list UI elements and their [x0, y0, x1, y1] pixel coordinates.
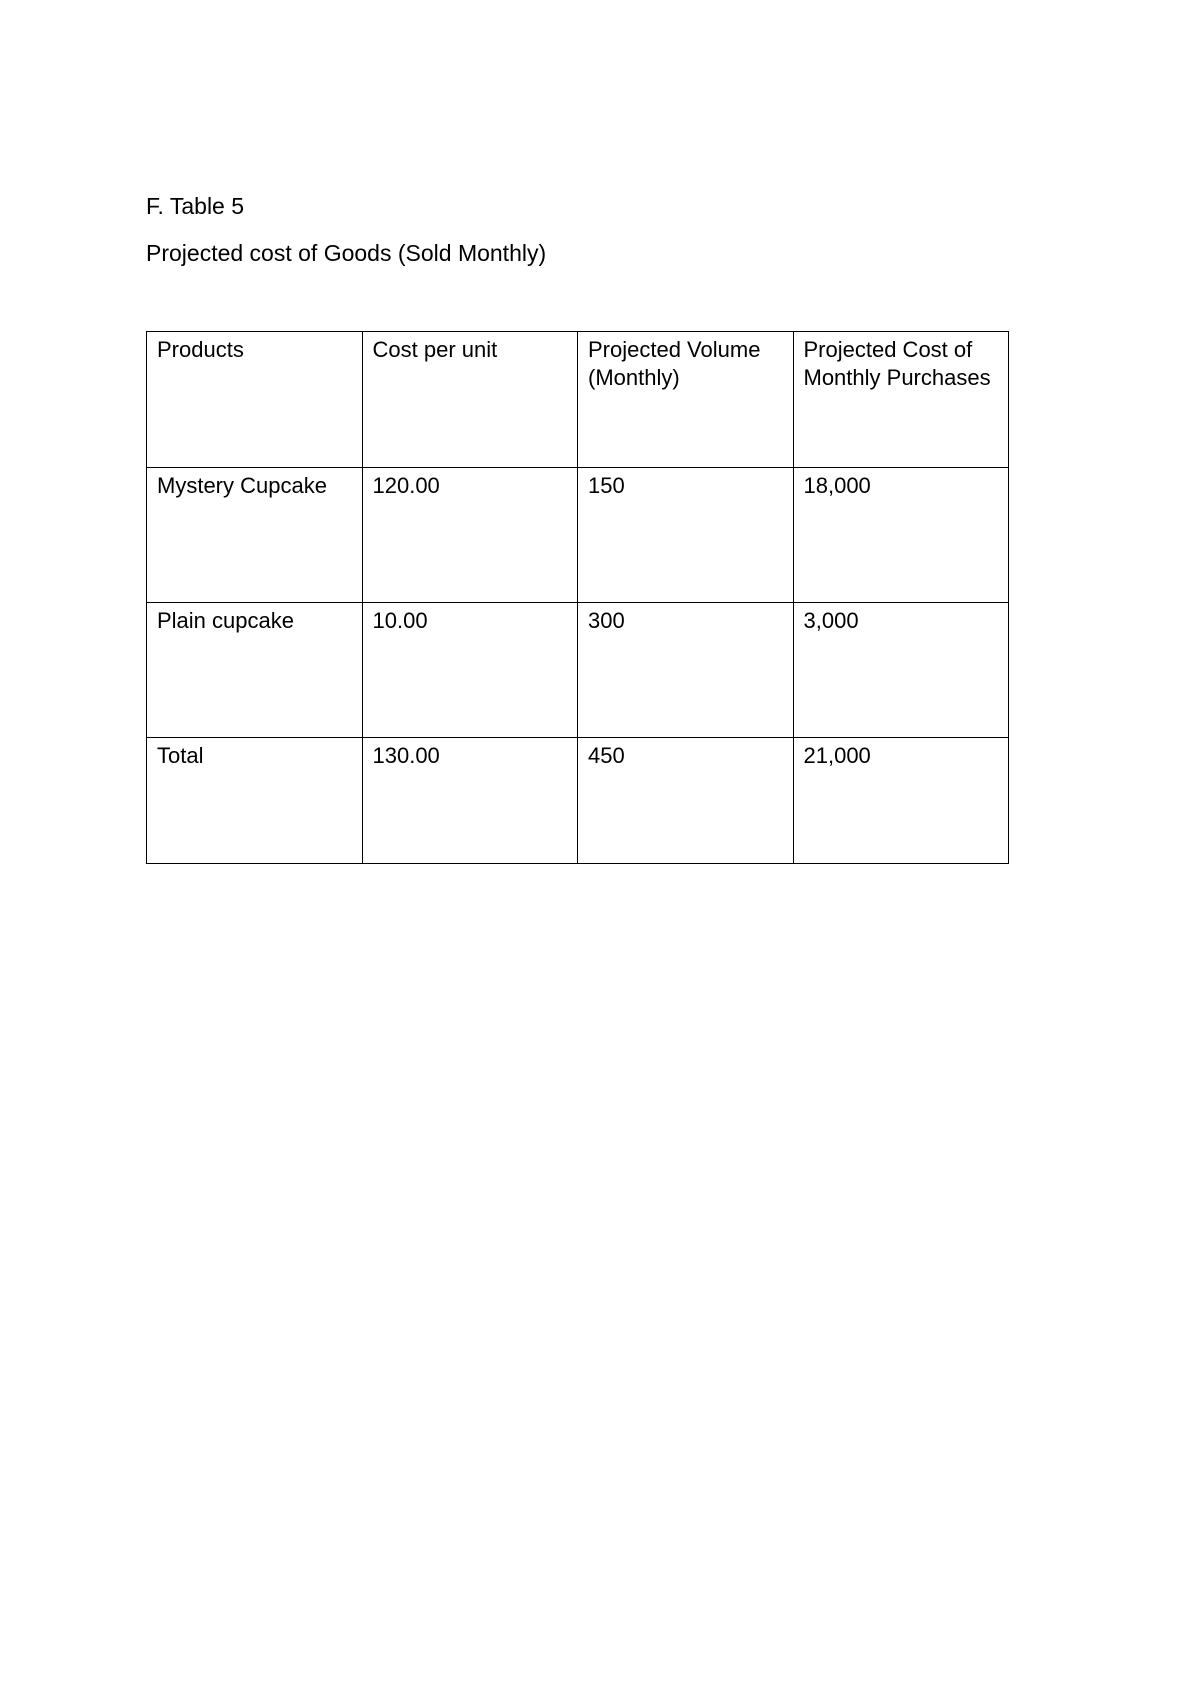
table-cell: Plain cupcake — [147, 603, 363, 738]
table-cell: 10.00 — [362, 603, 578, 738]
header-products: Products — [147, 332, 363, 468]
table-cell: 150 — [578, 468, 794, 603]
table-total-row — [147, 738, 1009, 864]
table-title: Projected cost of Goods (Sold Monthly) — [146, 240, 547, 266]
table-cell: 450 — [578, 738, 794, 864]
table-cell: 21,000 — [793, 738, 1009, 864]
table-cell: 120.00 — [362, 468, 578, 603]
table-row — [147, 468, 1009, 603]
table-header-row — [147, 332, 1009, 468]
header-cost-per-unit: Cost per unit — [362, 332, 578, 468]
table-label: F. Table 5 — [146, 193, 245, 219]
cost-of-goods-table — [146, 331, 1009, 864]
header-projected-volume: Projected Volume (Monthly) — [578, 332, 794, 468]
table-row — [147, 603, 1009, 738]
table-cell: Mystery Cupcake — [147, 468, 363, 603]
table-cell: Total — [147, 738, 363, 864]
table-cell: 130.00 — [362, 738, 578, 864]
header-projected-cost: Projected Cost of Monthly Purchases — [793, 332, 1009, 468]
table-cell: 300 — [578, 603, 794, 738]
table-cell: 3,000 — [793, 603, 1009, 738]
table-cell: 18,000 — [793, 468, 1009, 603]
